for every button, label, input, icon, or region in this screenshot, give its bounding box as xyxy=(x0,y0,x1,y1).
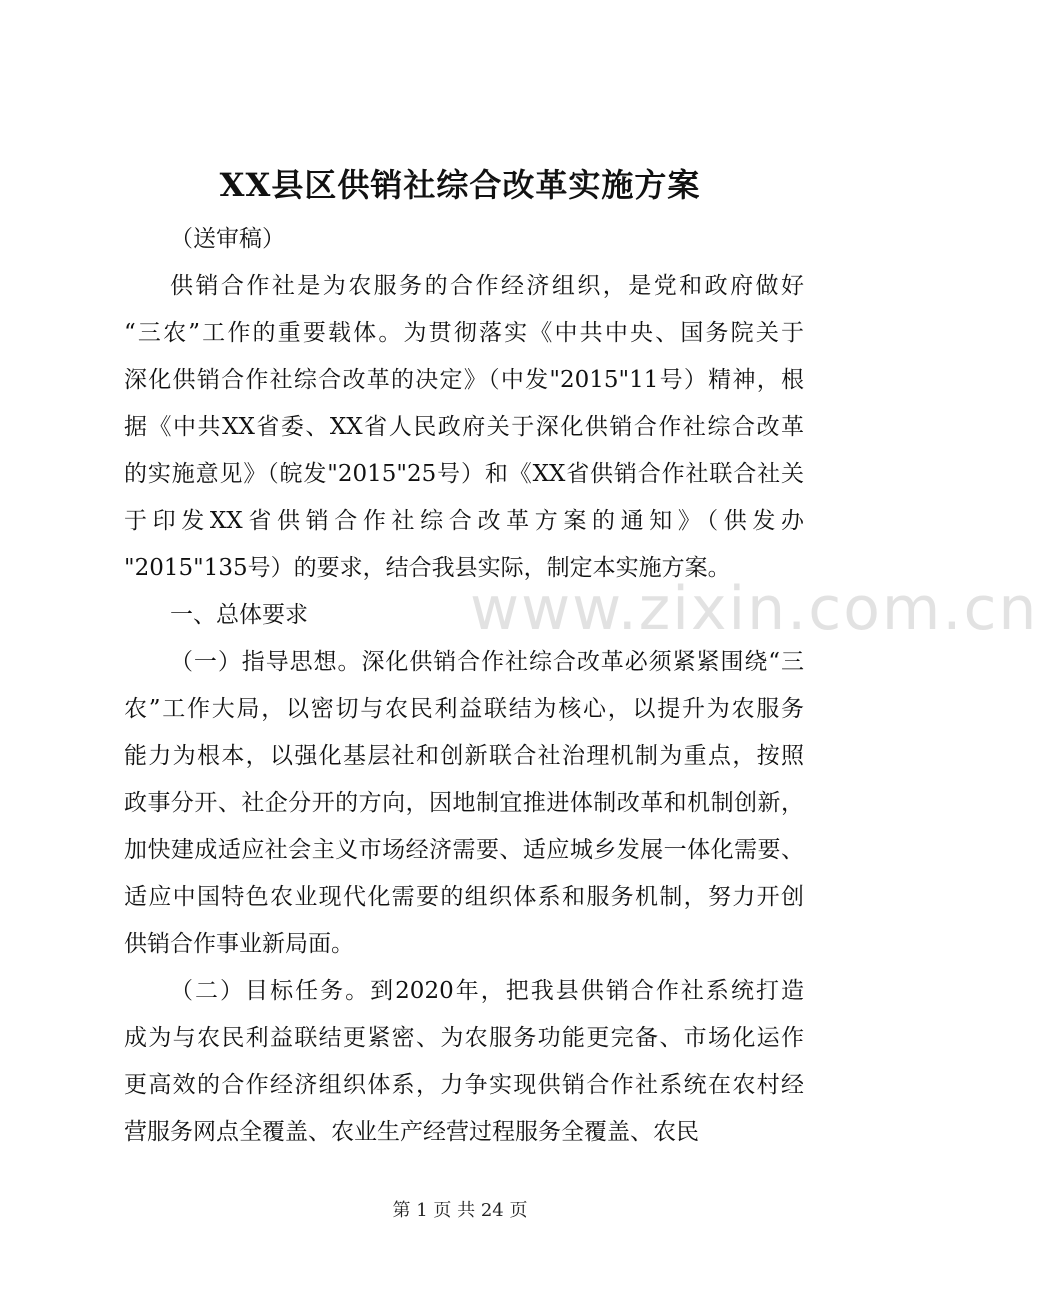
document-body xyxy=(124,216,804,1156)
paragraph-line: 政事分开、社企分开的方向，因地制宜推进体制改革和机制创新， xyxy=(124,790,804,816)
paragraph-line: “三农”工作的重要载体。为贯彻落实《中共中央、国务院关于 xyxy=(124,320,804,346)
paragraph-line: 成为与农民利益联结更紧密、为农服务功能更完备、市场化运作 xyxy=(124,1025,804,1051)
paragraph-line: 适应中国特色农业现代化需要的组织体系和服务机制，努力开创 xyxy=(124,884,804,910)
paragraph-line: 供销合作事业新局面。 xyxy=(124,931,354,957)
paragraph-line: 更高效的合作经济组织体系，力争实现供销合作社系统在农村经 xyxy=(124,1072,804,1098)
page-footer: 第 1 页 共 24 页 xyxy=(392,1200,528,1221)
paragraph-line: 深化供销合作社综合改革的决定》（中发"2015"11号）精神，根 xyxy=(124,367,804,393)
paragraph-line: 的实施意见》（皖发"2015"25号）和《XX省供销合作社联合社关 xyxy=(124,461,804,487)
paragraph-line: 加快建成适应社会主义市场经济需要、适应城乡发展一体化需要、 xyxy=(124,837,804,863)
paragraph-line: 供销合作社是为农服务的合作经济组织，是党和政府做好 xyxy=(170,273,804,299)
document-title: XX县区供销社综合改革实施方案 xyxy=(219,166,701,204)
paragraph-line: （一）指导思想。深化供销合作社综合改革必须紧紧围绕“三 xyxy=(170,649,804,675)
paragraph-line: 农”工作大局，以密切与农民利益联结为核心，以提升为农服务 xyxy=(124,696,804,722)
paragraph-line: 营服务网点全覆盖、农业生产经营过程服务全覆盖、农民 xyxy=(124,1119,699,1145)
paragraph-line: 于印发XX省供销合作社综合改革方案的通知》（供发办 xyxy=(124,508,804,534)
watermark: www.zixin.com.cn xyxy=(470,574,1038,644)
paragraph-line: 据《中共XX省委、XX省人民政府关于深化供销合作社综合改革 xyxy=(124,414,804,440)
paragraph-line: "2015"135号）的要求，结合我县实际，制定本实施方案。 xyxy=(124,555,731,581)
subtitle: （送审稿） xyxy=(170,226,285,252)
paragraph-line: （二）目标任务。到2020年，把我县供销合作社系统打造 xyxy=(170,978,804,1004)
section-heading: 一、总体要求 xyxy=(170,602,308,628)
paragraph-line: 能力为根本，以强化基层社和创新联合社治理机制为重点，按照 xyxy=(124,743,804,769)
